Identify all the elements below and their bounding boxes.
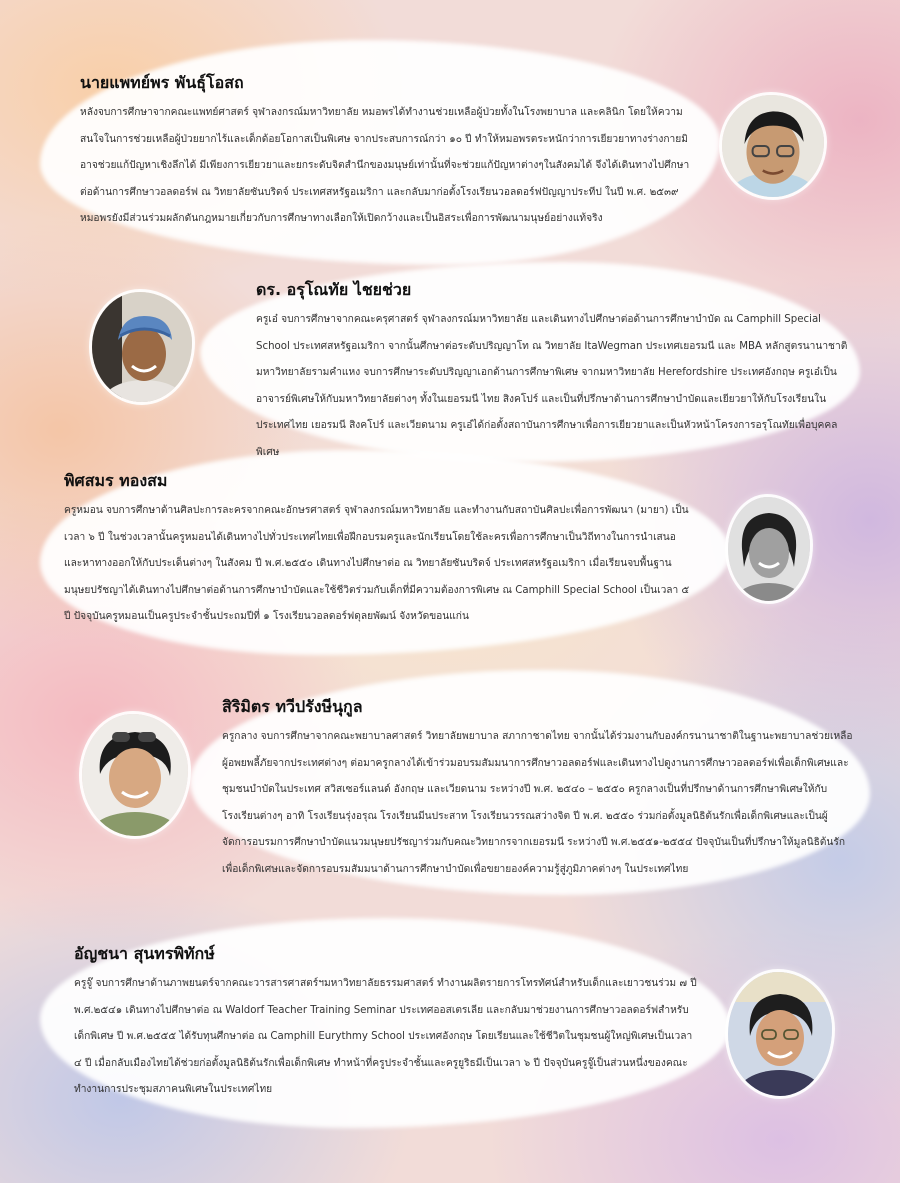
profile-photo — [728, 972, 832, 1096]
profile-name: นายแพทย์พร พันธุ์โอสถ — [80, 73, 244, 92]
profile-anchana — [74, 943, 699, 1104]
profile-bio: ครูจู๊ จบการศึกษาด้านภาพยนตร์จากคณะวารสารศาสตร์ฯมหาวิทยาลัยธรรมศาสตร์ ทำงานผลิตรายการโทรทัศน์สำหรับเด็กและเยาวชนร่วม ๗ ปี พ.ศ.๒๕๔๑ เดินทางไปศึกษาต่อ ณ Waldorf Teacher Training Seminar ประเทศออสเตรเลีย และกลับมาช่วยงานการศึกษาวอลดอร์ฟสำหรับเด็กพิเศษ ปี พ.ศ.๒๕๕๕ ได้รับทุนศึกษาต่อ ณ Camphill Eurythmy School ประเทศอังกฤษ โดยเรียนและใช้ชีวิตในชุมชนผู้ใหญ่พิเศษเป็นเวลา ๔ ปี เมื่อกลับเมืองไทยได้ช่วยก่อตั้งมูลนิธิต้นรักเพื่อเด็กพิเศษ ทำหน้าที่ครูประจำชั้นและครูยูริธมีเป็นเวลา ๖ ปี ปัจจุบันครูจู๊เป็นส่วนหนึ่งของคณะทำงานการประชุมสภาคนพิเศษในประเทศไทย — [74, 978, 697, 1095]
profile-bio: หลังจบการศึกษาจากคณะแพทย์ศาสตร์ จุฬาลงกรณ์มหาวิทยาลัย หมอพรได้ทำงานช่วยเหลือผู้ป่วยทั้งในโรงพยาบาล และคลินิก โดยให้ความสนใจในการช่วยเหลือผู้ป่วยยากไร้และเด็กด้อยโอกาสเป็นพิเศษ จากประสบการณ์กว่า ๑๐ ปี ทำให้หมอพรตระหนักว่าการเยียวยาทางร่างกายมิอาจช่วยแก้ปัญหาเชิงลึกได้ มีเพียงการเยียวยาและยกระดับจิตสำนึกของมนุษย์เท่านั้นที่จะช่วยแก้ปัญหาต่างๆในสังคมได้ จึงได้เดินทางไปศึกษาต่อด้านการศึกษาวอลดอร์ฟ ณ วิทยาลัยซันบริดจ์ ประเทศสหรัฐอเมริกา และกลับมาก่อตั้งโรงเรียนวอลดอร์ฟปัญญาประทีป ในปี พ.ศ. ๒๕๓๙ หมอพรยังมีส่วนร่วมผลักดันกฎหมายเกี่ยวกับการศึกษาทางเลือกให้เปิดกว้างและเป็นอิสระเพื่อการพัฒนามนุษย์อย่างแท้จริง — [80, 107, 690, 224]
profile-photo — [728, 497, 810, 601]
profile-name: สิริมิตร ทวีปรังษีนุกูล — [222, 697, 363, 716]
profile-bio: ครูหมอน จบการศึกษาด้านศิลปะการละครจากคณะอักษรศาสตร์ จุฬาลงกรณ์มหาวิทยาลัย และทำงานกับสถาบันศิลปะเพื่อการพัฒนา (มายา) เป็นเวลา ๖ ปี ในช่วงเวลานั้นครูหมอนได้เดินทางไปทั่วประเทศไทยเพื่อฝึกอบรมครูและนักเรียนโดยใช้ละครเพื่อการศึกษาเป็นวิถีทางในการนำเสนอและหาทางออกให้กับประเด็นต่างๆ ในสังคม ปี พ.ศ.๒๕๕๐ เดินทางไปศึกษาต่อ ณ วิทยาลัยซันบริดจ์ ประเทศสหรัฐอเมริกา เมื่อเรียนจบพื้นฐานมนุษยปรัชญาได้เดินทางไปศึกษาต่อด้านการศึกษาบำบัดและใช้ชีวิตร่วมกับเด็กที่มีความต้องการพิเศษ ณ Camphill Special School เป็นเวลา ๕ ปี ปัจจุบันครูหมอนเป็นครูประจำชั้นประถมปีที่ ๑ โรงเรียนวอลดอร์ฟดุลยพัฒน์ จังหวัดขอนแก่น — [64, 505, 690, 622]
profile-photo — [722, 95, 824, 197]
profile-photo — [92, 292, 192, 402]
profile-sirimit — [222, 696, 854, 883]
profile-pitsamorn — [64, 470, 694, 631]
profile-bio: ครูกลาง จบการศึกษาจากคณะพยาบาลศาสตร์ วิทยาลัยพยาบาล สภากาชาดไทย จากนั้นได้ร่วมงานกับองค์กรนานาชาติในฐานะพยาบาลช่วยเหลือผู้อพยพลี้ภัยจากประเทศต่างๆ ต่อมาครูกลางได้เข้าร่วมอบรมสัมมนาการศึกษาวอลดอร์ฟและเดินทางไปดูงานการศึกษาวอลดอร์ฟเพื่อเด็กพิเศษและชุมชนบำบัดในประเทศ สวิสเซอร์แลนด์ อังกฤษ และเวียดนาม ระหว่างปี พ.ศ. ๒๕๔๐ – ๒๕๕๐ ครูกลางเป็นที่ปรึกษาด้านการศึกษาพิเศษให้กับโรงเรียนต่างๆ อาทิ โรงเรียนรุ่งอรุณ โรงเรียนมีนประสาท โรงเรียนวรรณสว่างจิต ปี พ.ศ. ๒๕๕๐ ร่วมก่อตั้งมูลนิธิต้นรักเพื่อเด็กพิเศษและเป็นผู้จัดการอบรมการศึกษาบำบัดแนวมนุษยปรัชญาร่วมกับคณะวิทยากรจากเยอรมนี ระหว่างปี พ.ศ.๒๕๕๑-๒๕๕๔ ปัจจุบันเป็นที่ปรึกษาให้มูลนิธิต้นรักเพื่อเด็กพิเศษและจัดการอบรมสัมมนาด้านการศึกษาบำบัดเพื่อขยายองค์ความรู้สู่ภูมิภาคต่างๆ ในประเทศไทย — [222, 731, 853, 875]
profile-name: อัญชนา สุนทรพิทักษ์ — [74, 944, 215, 963]
profile-por — [80, 72, 700, 233]
profile-bio: ครูเอ๋ จบการศึกษาจากคณะครุศาสตร์ จุฬาลงกรณ์มหาวิทยาลัย และเดินทางไปศึกษาต่อด้านการศึกษาบำบัด ณ Camphill Special School ประเทศสหรัฐอเมริกา จากนั้นศึกษาต่อระดับปริญญาโท ณ วิทยาลัย ItaWegman ประเทศเยอรมนี และ MBA หลักสูตรนานาชาติ มหาวิทยาลัยรามคำแหง จบการศึกษาระดับปริญญาเอกด้านการศึกษาพิเศษ จากมหาวิทยาลัย Herefordshire ประเทศอังกฤษ ครูเอ๋เป็นอาจารย์พิเศษให้กับมหาวิทยาลัยต่างๆ ทั้งในเยอรมนี ไทย สิงคโปร์ และเป็นที่ปรึกษาด้านการศึกษาบำบัดและเยียวยาให้กับโรงเรียนในประเทศไทย เยอรมนี สิงคโปร์ และเวียดนาม ครูเอ๋ได้ก่อตั้งสถาบันการศึกษาเพื่อการเยียวยาและเป็นหัวหน้าโครงการอรุโณทัยเพื่อบุคคลพิเศษ — [256, 314, 848, 458]
profile-photo — [82, 714, 188, 836]
profile-name: พิศสมร ทองสม — [64, 471, 168, 490]
profile-name: ดร. อรุโณทัย ไชยช่วย — [256, 280, 412, 299]
profile-arunothai — [256, 279, 851, 466]
